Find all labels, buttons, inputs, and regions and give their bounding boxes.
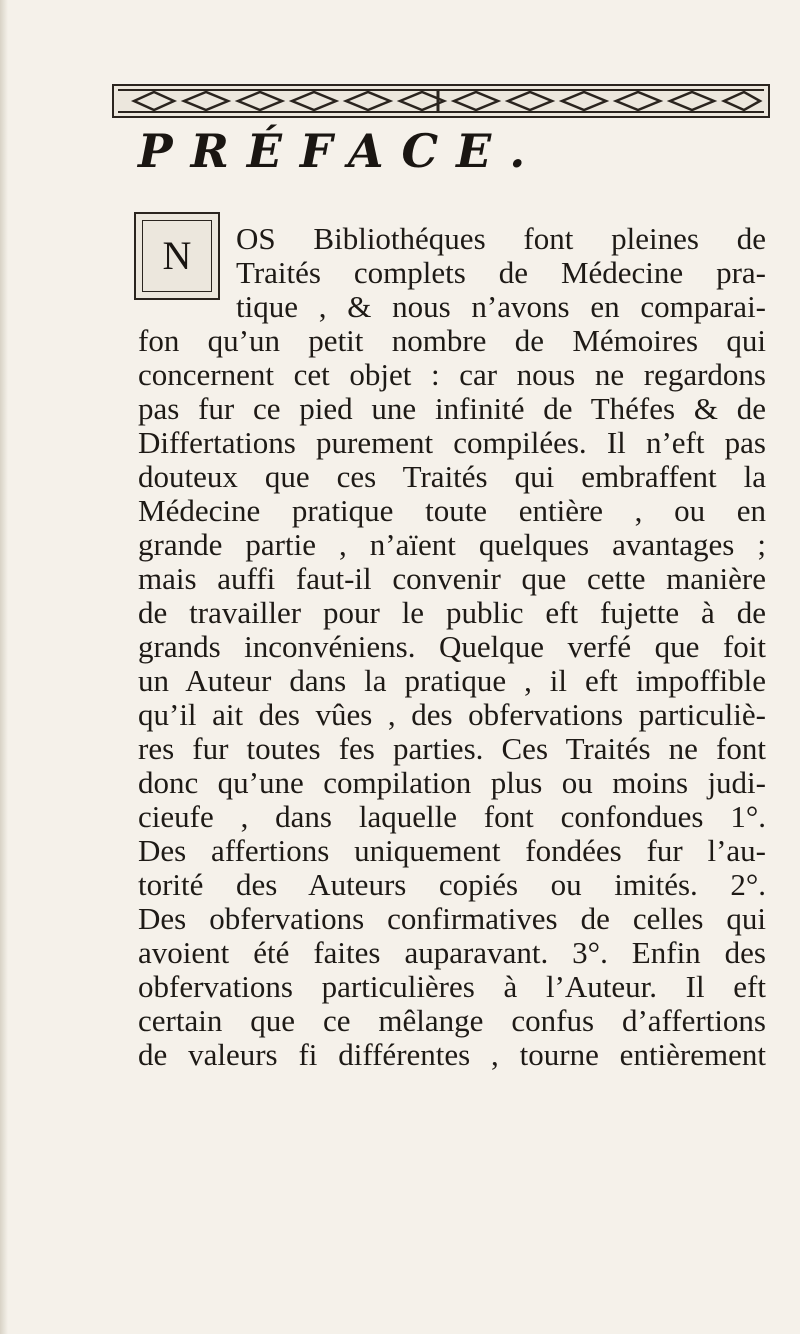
text-line: Traités complets de Médecine pra-: [236, 255, 766, 290]
text-line: Médecine pratique toute entière , ou en: [138, 493, 766, 528]
decorative-header-border: [112, 84, 770, 118]
page-edge: [0, 0, 8, 1334]
dropcap-ornament: [134, 212, 220, 300]
text-line: douteux que ces Traités qui embraffent la: [138, 459, 766, 494]
text-line: de travailler pour le public eft fujette à de: [138, 595, 766, 630]
text-line: grande partie , n’aïent quelques avantages ;: [138, 527, 766, 562]
ornament-pattern: [114, 86, 768, 116]
page-title: PRÉFACE.: [138, 124, 544, 178]
text-line: mais auffi faut-il convenir que cette manière: [138, 561, 766, 596]
text-line: torité des Auteurs copiés ou imités. 2°.: [138, 867, 766, 902]
text-line: certain que ce mêlange confus d’affertions: [138, 1003, 766, 1038]
text-line: tique , & nous n’avons en comparai-: [236, 289, 766, 324]
text-line: fon qu’un petit nombre de Mémoires qui: [138, 323, 766, 358]
text-line: cieufe , dans laquelle font confondues 1°.: [138, 799, 766, 834]
text-line: concernent cet objet : car nous ne regardons: [138, 357, 766, 392]
dropcap-letter: N: [162, 233, 192, 278]
text-line: OS Bibliothéques font pleines de: [236, 221, 766, 256]
text-line: qu’il ait des vûes , des obfervations particuliè-: [138, 697, 766, 732]
text-line: Differtations purement compilées. Il n’eft pas: [138, 425, 766, 460]
text-line: Des affertions uniquement fondées fur l’au-: [138, 833, 766, 868]
text-line: grands inconvéniens. Quelque verfé que foit: [138, 629, 766, 664]
text-line: de valeurs fi différentes , tourne entièrement: [138, 1037, 766, 1072]
text-line: res fur toutes fes parties. Ces Traités ne font: [138, 731, 766, 766]
text-line: donc qu’une compilation plus ou moins judi-: [138, 765, 766, 800]
text-line: Des obfervations confirmatives de celles qui: [138, 901, 766, 936]
text-line: un Auteur dans la pratique , il eft impoffible: [138, 663, 766, 698]
text-line: pas fur ce pied une infinité de Théfes & de: [138, 391, 766, 426]
text-line: avoient été faites auparavant. 3°. Enfin des: [138, 935, 766, 970]
text-line: obfervations particulières à l’Auteur. Il eft: [138, 969, 766, 1004]
